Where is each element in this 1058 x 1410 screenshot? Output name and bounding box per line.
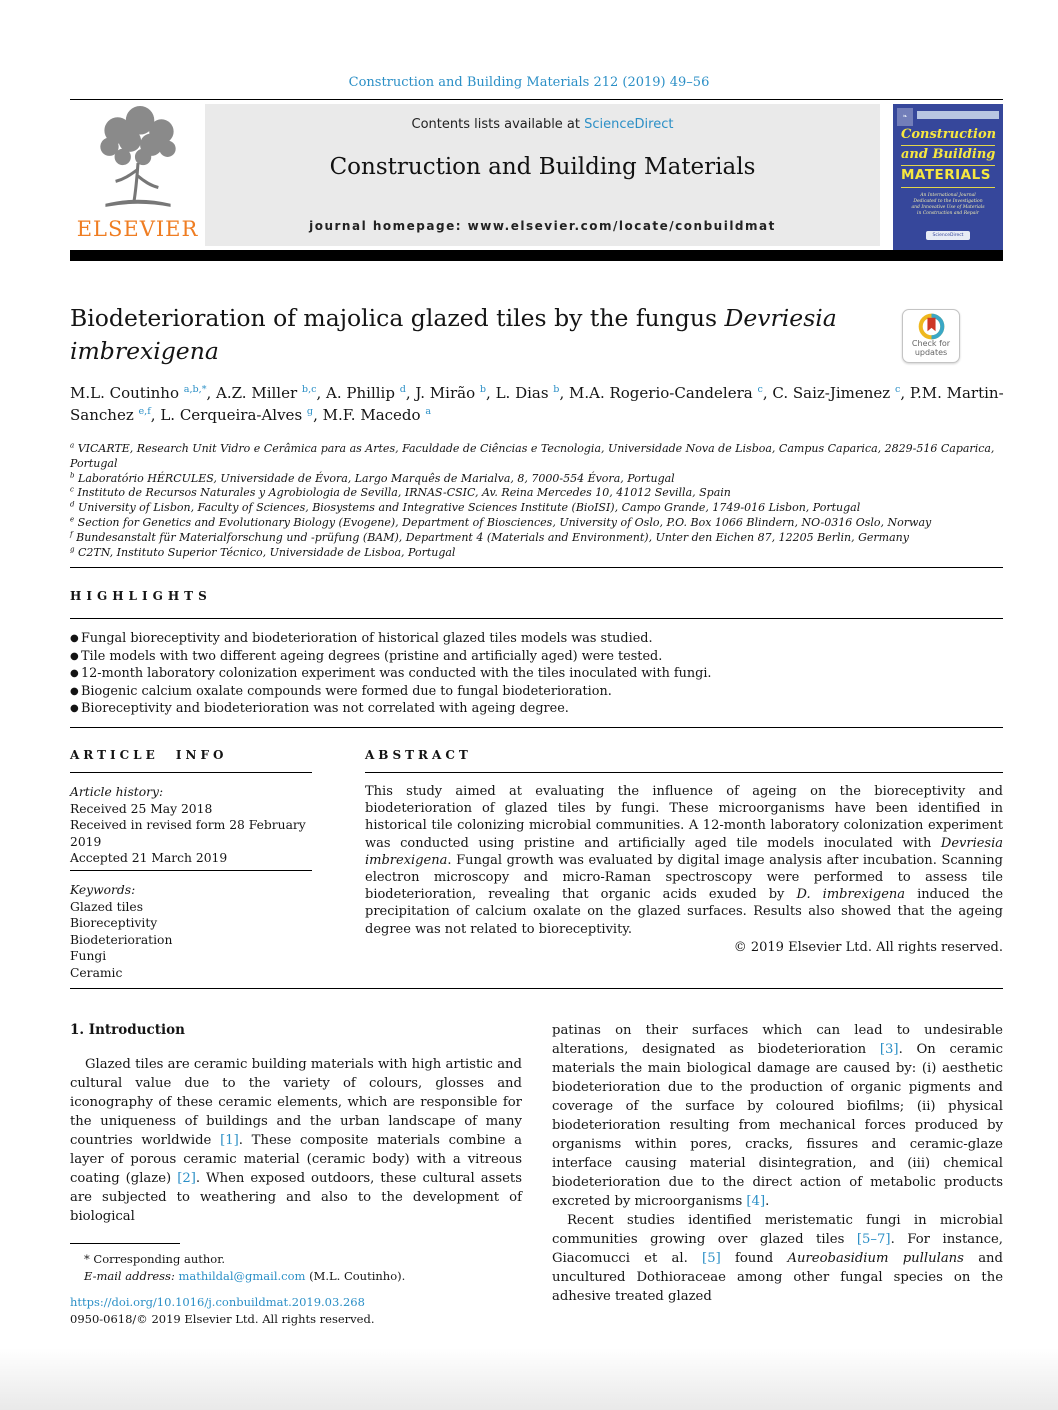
highlight-item <box>70 630 1003 648</box>
article-history <box>70 784 330 867</box>
text-run: . On ceramic materials the main biological damage are caused by: (i) aesthetic biodeterioration due to the production of organic pigments and coverage of the surface by coloured biofilms; (ii) physical biodeterioration resulting from mechanical forces produced by organisms within pores, cracks, fissures and ceramic-glaze interface causing material disintegration, and (iii) chemical biodeterioration due to the direct action of metabolic products excreted by microorganisms <box>552 1042 1003 1209</box>
keywords <box>70 882 330 981</box>
affiliation-text: VICARTE, Research Unit Vidro e Cerâmica para as Artes, Faculdade de Ciências e Tecnologia, Universidade Nova de Lisboa, Campus Caparica, 2829-516 Caparica, Portugal <box>70 442 995 470</box>
footnote-divider <box>70 1243 180 1244</box>
affiliation-sup: a <box>70 440 75 450</box>
text-run: found <box>720 1251 788 1266</box>
affiliation-text: University of Lisbon, Faculty of Sciences, Biosystems and Integrative Sciences Institute (BioISI), Campo Grande, 1749-016 Lisbon, Portugal <box>74 501 861 515</box>
paragraph <box>552 1021 1003 1211</box>
text-run: This study aimed at evaluating the influence of ageing on the bioreceptivity and biodeterioration of glazed tiles by fungi. These microorganisms have been identified in historical tile colonizing microbial communities. A 12-month laboratory colonization experiment was conducted using pristine and artificially aged tile models inoculated with <box>365 784 1003 851</box>
divider <box>70 567 1003 568</box>
text-run: . <box>765 1194 770 1209</box>
divider <box>70 988 1003 989</box>
body-column-left <box>70 1021 522 1226</box>
email-line <box>84 1269 405 1283</box>
text-run: . For instance, Giacomucci et al. <box>552 1232 1003 1266</box>
text-run: , M.A. Rogerio-Candelera <box>559 384 758 402</box>
contents-line <box>205 117 880 132</box>
citation-link[interactable]: [3] <box>879 1042 899 1057</box>
text-run: b <box>553 384 560 395</box>
text-run: . Fungal growth was evaluated by digital image analysis after incubation. Scanning electron microscopy and micro-Raman spectroscopy were performed to assess tile biodeterioration, revealing that organic acids exuded by <box>365 852 1003 903</box>
highlights-heading: HIGHLIGHTS <box>70 589 212 603</box>
text-run: c <box>757 384 763 395</box>
highlight-text: Bioreceptivity and biodeterioration was not correlated with ageing degree. <box>81 701 569 717</box>
highlight-item <box>70 700 1003 718</box>
affiliation-sup: f <box>70 529 73 539</box>
journal-banner <box>205 104 880 246</box>
section-heading-introduction: 1. Introduction <box>70 1022 185 1038</box>
affiliation <box>70 501 1005 516</box>
text-run: , C. Saiz-Jimenez <box>762 384 895 402</box>
text-run: Contents lists available at <box>411 117 585 132</box>
text-run: Devriesia imbrexigena <box>70 304 837 365</box>
history-label: Article history: <box>70 785 164 799</box>
cover-sciencedirect-label: ScienceDirect <box>926 231 970 240</box>
affiliation-sup: e <box>70 514 75 524</box>
text-run: Glazed tiles are ceramic building materials with high artistic and cultural value due to the variety of colours, glosses and iconography of these ceramic elements, which are responsible for the uniqueness of buildings and the urban landscape of many countries worldwide <box>70 1057 522 1148</box>
affiliation <box>70 442 1005 472</box>
text-run: e,f <box>138 406 151 417</box>
paragraph <box>552 1211 1003 1306</box>
body-column-right <box>552 1021 1003 1306</box>
journal-title: Construction and Building Materials <box>329 154 756 180</box>
citation-link[interactable]: [5–7] <box>856 1232 891 1247</box>
highlight-text: Fungal bioreceptivity and biodeterioration of historical glazed tiles models was studied. <box>81 631 653 646</box>
text-run: d <box>399 384 406 395</box>
bullet-icon: ● <box>70 685 79 697</box>
text-run: induced the precipitation of calcium oxalate on the glazed surfaces. Results also showed that the ageing degree was not related to bioreceptivity. <box>365 887 1004 937</box>
affiliation <box>70 531 1005 546</box>
keyword: Bioreceptivity <box>70 916 158 930</box>
highlight-item <box>70 648 1003 666</box>
cover-title-line2: and Building <box>901 147 996 162</box>
cover-divider <box>901 187 995 188</box>
abstract <box>365 783 1003 956</box>
citation-link[interactable]: [4] <box>746 1194 766 1209</box>
citation-link[interactable]: [2] <box>177 1171 196 1186</box>
divider <box>365 772 1003 773</box>
text-run: , L. Dias <box>486 384 554 402</box>
affiliation-sup: c <box>70 484 74 494</box>
affiliation-text: Bundesanstalt für Materialforschung und -prüfung (BAM), Department 4 (Materials and Environment), Unter den Eichen 87, 12205 Berlin, Germany <box>72 530 909 544</box>
affiliation <box>70 469 1005 487</box>
text-run: , A. Phillip <box>316 384 400 402</box>
divider <box>70 618 1003 619</box>
affiliations <box>70 442 1005 560</box>
affiliation <box>70 516 1005 531</box>
text-run: , L. Cerqueira-Alves <box>150 406 307 424</box>
cover-publisher-icon: ❧ <box>897 108 913 126</box>
text-run: Biodeterioration of majolica glazed tiles by the fungus <box>70 304 725 332</box>
elsevier-logo[interactable] <box>72 104 203 247</box>
highlights-list <box>70 630 1003 718</box>
keyword: Ceramic <box>70 965 123 980</box>
text-run: Devriesia imbrexigena <box>365 835 1003 868</box>
text-run: , P.M. Martin-Sanchez <box>70 384 1004 424</box>
doi-link[interactable]: https://doi.org/10.1016/j.conbuildmat.2019.03.268 <box>70 1295 365 1309</box>
text-run: . When exposed outdoors, these cultural assets are subjected to weathering and also to the development of biological <box>70 1171 522 1224</box>
check-for-updates-badge[interactable] <box>902 309 960 363</box>
affiliation-text: C2TN, Instituto Superior Técnico, Universidade de Lisboa, Portugal <box>74 545 456 559</box>
corresponding-author-note: * Corresponding author. <box>84 1252 226 1266</box>
copyright-line: © 2019 Elsevier Ltd. All rights reserved. <box>733 939 1003 955</box>
text-run: , J. Mirão <box>405 384 480 402</box>
affiliation <box>70 543 1005 561</box>
page-bottom-edge <box>0 1348 1058 1410</box>
article-info-heading: ARTICLE INFO <box>70 748 228 762</box>
text-run: c <box>894 384 901 395</box>
divider-bar <box>70 250 1003 261</box>
text-run: and uncultured Dothioraceae among other fungal species on the adhesive treated glazed <box>552 1251 1003 1304</box>
affiliation-sup: d <box>70 499 75 509</box>
text-run: b <box>479 384 487 395</box>
citation-link[interactable]: [5] <box>702 1251 721 1266</box>
elsevier-tree-icon <box>87 104 189 216</box>
paragraph <box>70 1055 522 1226</box>
bullet-icon: ● <box>70 703 79 715</box>
text-run: patinas on their surfaces which can lead to undesirable alterations, designated as biodeterioration <box>552 1023 1003 1057</box>
bullet-icon: ● <box>70 668 79 680</box>
text-run: Recent studies identified meristematic fungi in microbial communities growing over glazed tiles <box>552 1213 1003 1247</box>
highlight-item <box>70 665 1003 683</box>
affiliation-sup: g <box>70 543 75 553</box>
journal-homepage-link[interactable]: journal homepage: www.elsevier.com/locate/conbuildmat <box>309 219 776 233</box>
text-run: . These composite materials combine a layer of porous ceramic material (ceramic body) with a vitreous coating (glaze) <box>70 1133 522 1186</box>
badge-label-line2: updates <box>914 347 948 357</box>
text-run: M.L. Coutinho <box>70 384 184 402</box>
abstract-heading: ABSTRACT <box>365 748 472 762</box>
history-line: Received in revised form 28 February 2019 <box>70 818 306 849</box>
divider <box>70 727 1003 728</box>
highlight-text: Tile models with two different ageing degrees (pristine and artificially aged) were tested. <box>81 648 663 664</box>
sciencedirect-link[interactable]: ScienceDirect <box>584 117 674 132</box>
highlight-text: 12-month laboratory colonization experiment was conducted with the tiles inoculated with fungi. <box>81 666 712 682</box>
citation-link[interactable]: [1] <box>220 1133 239 1148</box>
text-run: b,c <box>301 384 317 395</box>
cover-divider <box>901 165 995 166</box>
journal-cover-thumbnail[interactable] <box>893 104 1003 250</box>
badge-label-line1: Check for <box>911 339 951 348</box>
highlight-text: Biogenic calcium oxalate compounds were formed due to fungal biodeterioration. <box>81 683 612 699</box>
cover-divider <box>901 145 995 146</box>
text-run: , M.F. Macedo <box>313 406 426 424</box>
affiliation-text: Section for Genetics and Evolutionary Biology (Evogene), Department of Biosciences, University of Oslo, P.O. Box 1066 Blindern, NO-0316 Oslo, Norway <box>74 515 932 529</box>
text-run: (M.L. Coutinho). <box>305 1269 406 1283</box>
text-run: a <box>425 406 432 417</box>
issn-copyright-line: 0950-0618/© 2019 Elsevier Ltd. All rights reserved. <box>70 1312 375 1326</box>
text-run: E-mail address: <box>84 1269 179 1283</box>
divider <box>70 99 1003 100</box>
keyword: Biodeterioration <box>70 932 173 947</box>
text-run: a,b,* <box>183 384 207 395</box>
cover-topbar <box>917 111 999 119</box>
affiliation <box>70 486 1005 501</box>
journal-reference: Construction and Building Materials 212 (2019) 49–56 <box>348 75 710 90</box>
crossmark-icon <box>918 313 945 340</box>
history-line: Received 25 May 2018 <box>70 801 213 816</box>
elsevier-wordmark: ELSEVIER <box>76 217 199 241</box>
affiliation-sup: b <box>70 469 75 479</box>
keyword: Glazed tiles <box>70 899 144 914</box>
bullet-icon: ● <box>70 650 79 662</box>
text-run: , A.Z. Miller <box>206 384 302 402</box>
affiliation-text: Laboratório HÉRCULES, Universidade de Évora, Largo Marquês de Marialva, 8, 7000-554 Évora, Portugal <box>74 471 675 485</box>
text-run: g <box>306 406 314 417</box>
abstract-text <box>365 783 1003 938</box>
text-run: Aureobasidium pullulans <box>787 1251 964 1266</box>
article-title <box>70 302 930 368</box>
text-run: D. imbrexigena <box>796 887 906 903</box>
divider <box>70 772 312 773</box>
cover-title-line1: Construction <box>901 127 997 142</box>
history-line: Accepted 21 March 2019 <box>70 851 228 865</box>
divider <box>70 870 312 871</box>
email-link[interactable]: mathildal@gmail.com <box>178 1269 306 1283</box>
bullet-icon: ● <box>70 633 79 644</box>
author-list <box>70 382 1005 426</box>
cover-tagline: An International Journal Dedicated to the Investigation and Innovative Use of Materials in Construction and Repair <box>911 193 985 216</box>
highlight-item <box>70 683 1003 701</box>
affiliation-text: Instituto de Recursos Naturales y Agrobiologia de Sevilla, IRNAS-CSIC, Av. Reina Mercedes 10, 41012 Sevilla, Spain <box>73 486 731 500</box>
keywords-label: Keywords: <box>70 883 136 897</box>
keyword: Fungi <box>70 949 107 963</box>
cover-title-line3: MATERIALS <box>901 167 991 183</box>
